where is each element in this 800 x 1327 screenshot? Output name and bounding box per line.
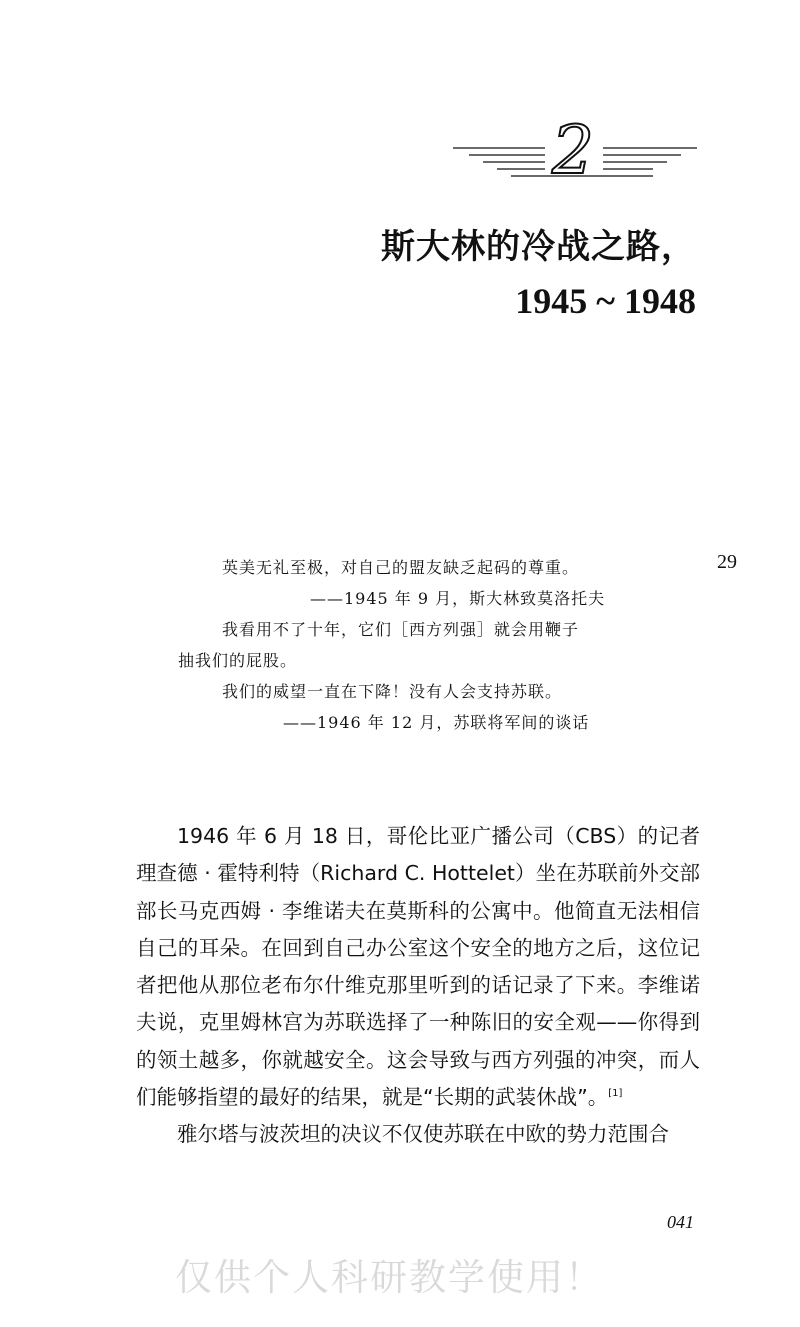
footnote-ref: [1] [608, 1088, 623, 1100]
epigraph-quote-2-line3: 我们的威望一直在下降！没有人会支持苏联。 [222, 682, 563, 701]
chapter-title-line1: 斯大林的冷战之路， [381, 227, 696, 267]
epigraph-quote-2-line1: 我看用不了十年，它们［西方列强］就会用鞭子 [222, 620, 580, 639]
body-paragraph-1 [136, 818, 700, 1116]
chapter-title-line2: 1945 ~ 1948 [515, 281, 696, 321]
chapter-number-ornament [453, 112, 698, 190]
epigraph-quote-2-line2: 抽我们的屁股。 [178, 651, 298, 670]
chapter-number: 2 [552, 112, 594, 189]
page-number: 041 [667, 1212, 694, 1232]
epigraph-attribution-1: ——1945 年 9 月，斯大林致莫洛托夫 [310, 589, 606, 608]
margin-page-number: 29 [717, 551, 737, 573]
epigraph-quote-1: 英美无礼至极，对自己的盟友缺乏起码的尊重。 [222, 558, 580, 577]
chapter-title [381, 220, 696, 328]
body-paragraph-2: 雅尔塔与波茨坦的决议不仅使苏联在中欧的势力范围合 [177, 1122, 669, 1147]
body-paragraph-1-text: 1946 年 6 月 18 日，哥伦比亚广播公司（CBS）的记者理查德 · 霍特利特（Richard C. Hottelet）坐在苏联前外交部部长马克西姆 · 李维诺夫在莫斯科的公寓中。他简直无法相信自己的耳朵。在回到自己办公室这个安全的地方之后，这位记者把他从那位老布尔什维克那里听到的话记录了下来。李维诺夫说，克里姆林宫为苏联选择了一种陈旧的安全观——你得到的领土越多，你就越安全。这会导致与西方列强的冲突，而人们能够指望的最好的结果，就是“长期的武装休战”。 [136, 824, 700, 1110]
body-text [136, 818, 700, 1154]
epigraph-block [178, 552, 698, 738]
epigraph-attribution-2: ——1946 年 12 月，苏联将军间的谈话 [283, 713, 590, 732]
watermark: 仅供个人科研教学使用！ [175, 1256, 604, 1299]
